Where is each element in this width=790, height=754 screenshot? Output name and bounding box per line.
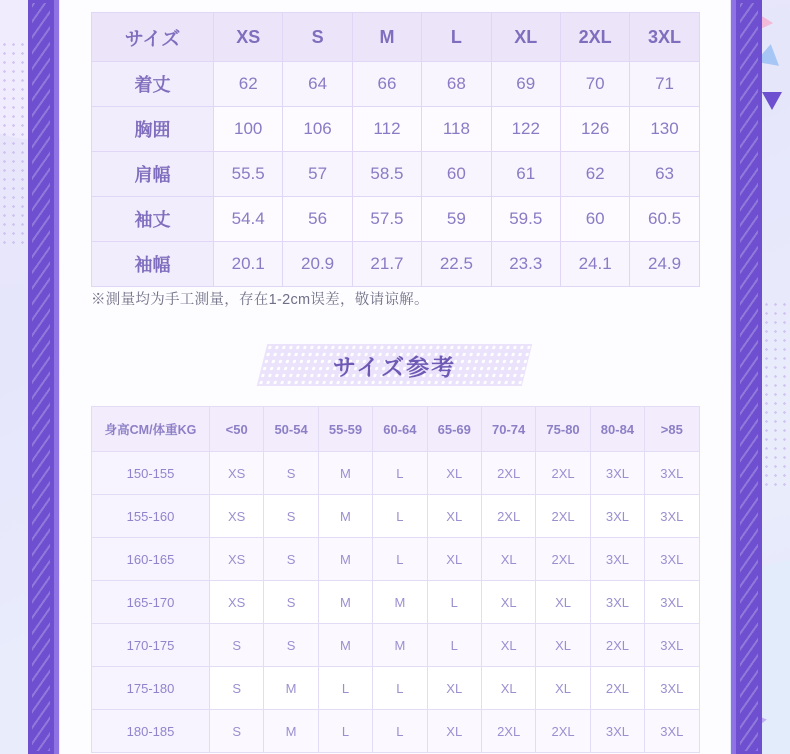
ref-cell: XL xyxy=(536,581,590,624)
ref-header-w2: 50-54 xyxy=(264,407,318,452)
ref-cell: L xyxy=(427,624,481,667)
measure-header-m: M xyxy=(352,13,421,62)
ref-cell: 3XL xyxy=(645,452,699,495)
measure-row-label: 袖丈 xyxy=(92,197,214,242)
ref-cell: XS xyxy=(210,495,264,538)
table-row xyxy=(92,710,700,753)
measure-cell: 66 xyxy=(352,62,421,107)
measure-cell: 60 xyxy=(560,197,629,242)
ref-cell: XL xyxy=(427,538,481,581)
ref-cell: 3XL xyxy=(590,538,644,581)
ref-cell: 3XL xyxy=(645,624,699,667)
ref-cell: M xyxy=(318,538,372,581)
frame-stripes-right xyxy=(740,3,758,751)
ref-cell: L xyxy=(373,538,427,581)
ref-cell: L xyxy=(318,710,372,753)
ref-cell: M xyxy=(264,710,318,753)
ref-cell: L xyxy=(427,581,481,624)
measure-cell: 126 xyxy=(560,107,629,152)
ref-row-label: 155-160 xyxy=(92,495,210,538)
table-row xyxy=(92,107,700,152)
ref-cell: S xyxy=(210,710,264,753)
measure-header-size: サイズ xyxy=(92,13,214,62)
ref-header-w9: >85 xyxy=(645,407,699,452)
table-row xyxy=(92,152,700,197)
table-row xyxy=(92,62,700,107)
measure-cell: 64 xyxy=(283,62,352,107)
ref-cell: XL xyxy=(481,538,535,581)
ref-cell: XL xyxy=(427,710,481,753)
measure-cell: 57 xyxy=(283,152,352,197)
decorative-dot-pattern-left xyxy=(0,40,26,250)
frame-edge-right xyxy=(731,0,736,754)
measurement-table xyxy=(91,12,700,287)
measure-cell: 122 xyxy=(491,107,560,152)
table-row xyxy=(92,197,700,242)
ref-cell: M xyxy=(318,581,372,624)
ref-cell: XL xyxy=(427,495,481,538)
measure-cell: 62 xyxy=(214,62,283,107)
measure-cell: 62 xyxy=(560,152,629,197)
decorative-dot-pattern-right xyxy=(762,300,790,490)
frame-stripes-left xyxy=(32,3,50,751)
measure-cell: 23.3 xyxy=(491,242,560,287)
ref-cell: L xyxy=(373,667,427,710)
ref-cell: M xyxy=(264,667,318,710)
measure-cell: 63 xyxy=(630,152,699,197)
table-row xyxy=(92,624,700,667)
ref-header-w6: 70-74 xyxy=(481,407,535,452)
ref-header-height-weight: 身高CM/体重KG xyxy=(92,407,210,452)
measure-cell: 60 xyxy=(422,152,491,197)
ref-cell: XL xyxy=(427,452,481,495)
ref-cell: S xyxy=(264,452,318,495)
ref-header-w3: 55-59 xyxy=(318,407,372,452)
ref-row-label: 150-155 xyxy=(92,452,210,495)
measure-cell: 69 xyxy=(491,62,560,107)
measure-cell: 130 xyxy=(630,107,699,152)
ref-row-label: 175-180 xyxy=(92,667,210,710)
measure-cell: 20.9 xyxy=(283,242,352,287)
ref-cell: L xyxy=(373,710,427,753)
ref-cell: 3XL xyxy=(645,495,699,538)
ref-cell: S xyxy=(210,624,264,667)
measure-cell: 56 xyxy=(283,197,352,242)
frame-edge-left xyxy=(54,0,59,754)
decorative-triangle-four xyxy=(762,92,782,110)
ref-cell: L xyxy=(373,495,427,538)
measure-header-xl: XL xyxy=(491,13,560,62)
ref-cell: 3XL xyxy=(590,581,644,624)
section-title-text: サイズ参考 xyxy=(332,353,457,380)
ref-cell: XS xyxy=(210,581,264,624)
ref-cell: XL xyxy=(536,624,590,667)
measure-cell: 70 xyxy=(560,62,629,107)
ref-cell: XL xyxy=(481,667,535,710)
content-card xyxy=(60,0,730,754)
ref-cell: XS xyxy=(210,538,264,581)
ref-cell: 2XL xyxy=(481,452,535,495)
measure-cell: 55.5 xyxy=(214,152,283,197)
ref-cell: L xyxy=(373,452,427,495)
ref-cell: 3XL xyxy=(645,538,699,581)
ref-cell: S xyxy=(264,495,318,538)
measure-cell: 54.4 xyxy=(214,197,283,242)
frame-bar-right xyxy=(736,0,762,754)
section-title-banner xyxy=(262,344,527,386)
measure-header-s: S xyxy=(283,13,352,62)
table-row xyxy=(92,452,700,495)
ref-row-label: 165-170 xyxy=(92,581,210,624)
measure-cell: 24.1 xyxy=(560,242,629,287)
ref-cell: XL xyxy=(536,667,590,710)
ref-cell: M xyxy=(318,452,372,495)
measure-header-2xl: 2XL xyxy=(560,13,629,62)
table-row xyxy=(92,538,700,581)
measure-cell: 24.9 xyxy=(630,242,699,287)
measure-cell: 100 xyxy=(214,107,283,152)
measure-cell: 60.5 xyxy=(630,197,699,242)
reference-table xyxy=(91,406,700,753)
measure-row-label: 肩幅 xyxy=(92,152,214,197)
table-header-row xyxy=(92,407,700,452)
ref-header-w4: 60-64 xyxy=(373,407,427,452)
table-header-row xyxy=(92,13,700,62)
ref-cell: M xyxy=(318,495,372,538)
measure-cell: 106 xyxy=(283,107,352,152)
ref-cell: 2XL xyxy=(590,624,644,667)
table-row xyxy=(92,242,700,287)
ref-header-w8: 80-84 xyxy=(590,407,644,452)
measurement-note: ※測量均为手工測量，存在1-2cm误差，敬请谅解。 xyxy=(91,292,429,308)
ref-cell: M xyxy=(373,624,427,667)
measure-cell: 22.5 xyxy=(422,242,491,287)
frame-bar-left xyxy=(28,0,54,754)
measure-cell: 61 xyxy=(491,152,560,197)
measure-row-label: 胸囲 xyxy=(92,107,214,152)
table-row xyxy=(92,495,700,538)
measure-cell: 112 xyxy=(352,107,421,152)
ref-cell: M xyxy=(318,624,372,667)
ref-cell: 3XL xyxy=(590,495,644,538)
ref-cell: 3XL xyxy=(590,452,644,495)
ref-cell: XL xyxy=(481,581,535,624)
ref-cell: S xyxy=(264,624,318,667)
ref-cell: S xyxy=(264,581,318,624)
measure-cell: 21.7 xyxy=(352,242,421,287)
ref-header-w7: 75-80 xyxy=(536,407,590,452)
ref-cell: 2XL xyxy=(536,495,590,538)
measure-cell: 20.1 xyxy=(214,242,283,287)
ref-row-label: 180-185 xyxy=(92,710,210,753)
measurement-table-container xyxy=(91,12,699,287)
ref-cell: 3XL xyxy=(645,581,699,624)
measure-header-xs: XS xyxy=(214,13,283,62)
ref-row-label: 160-165 xyxy=(92,538,210,581)
ref-header-w1: <50 xyxy=(210,407,264,452)
measure-cell: 59 xyxy=(422,197,491,242)
measure-cell: 57.5 xyxy=(352,197,421,242)
ref-cell: XS xyxy=(210,452,264,495)
measure-row-label: 着丈 xyxy=(92,62,214,107)
reference-table-container xyxy=(91,406,699,753)
ref-cell: 2XL xyxy=(536,538,590,581)
ref-cell: 2XL xyxy=(481,495,535,538)
measure-cell: 59.5 xyxy=(491,197,560,242)
ref-cell: 3XL xyxy=(645,710,699,753)
ref-cell: 3XL xyxy=(645,667,699,710)
ref-row-label: 170-175 xyxy=(92,624,210,667)
measure-cell: 58.5 xyxy=(352,152,421,197)
ref-cell: XL xyxy=(481,624,535,667)
ref-cell: M xyxy=(373,581,427,624)
ref-cell: 2XL xyxy=(590,667,644,710)
measure-header-l: L xyxy=(422,13,491,62)
measure-header-3xl: 3XL xyxy=(630,13,699,62)
table-row xyxy=(92,667,700,710)
ref-cell: 2XL xyxy=(536,452,590,495)
measure-cell: 118 xyxy=(422,107,491,152)
ref-cell: S xyxy=(264,538,318,581)
ref-cell: L xyxy=(318,667,372,710)
ref-cell: 2XL xyxy=(481,710,535,753)
measure-cell: 71 xyxy=(630,62,699,107)
measure-row-label: 袖幅 xyxy=(92,242,214,287)
ref-cell: 3XL xyxy=(590,710,644,753)
ref-cell: 2XL xyxy=(536,710,590,753)
ref-cell: XL xyxy=(427,667,481,710)
ref-header-w5: 65-69 xyxy=(427,407,481,452)
measure-cell: 68 xyxy=(422,62,491,107)
table-row xyxy=(92,581,700,624)
ref-cell: S xyxy=(210,667,264,710)
